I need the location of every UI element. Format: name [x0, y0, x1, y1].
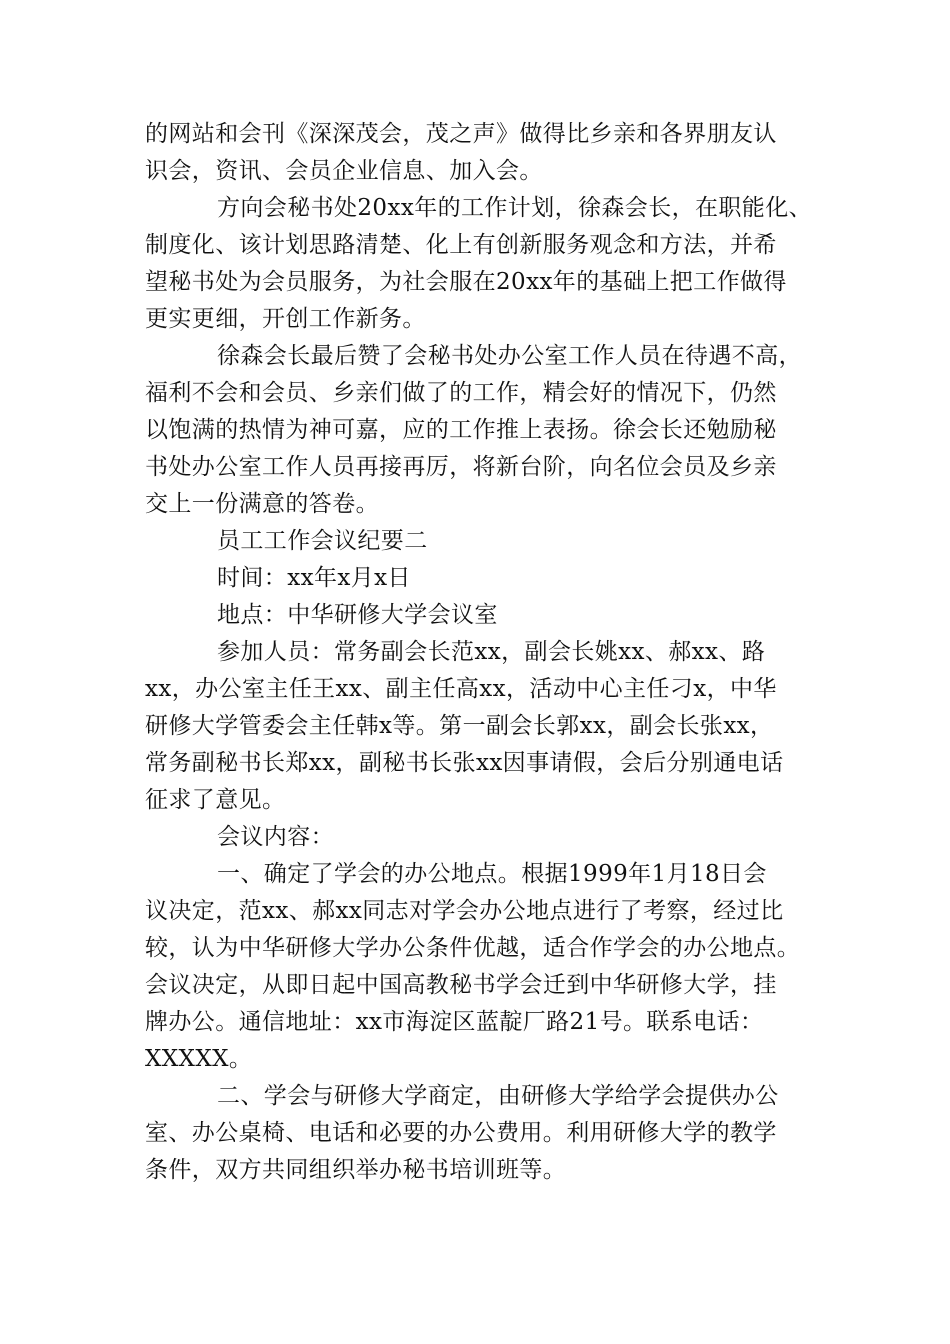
text-line: 征求了意见。 [145, 787, 286, 813]
paragraph [145, 1078, 815, 1189]
text-line: 书处办公室工作人员再接再厉，将新台阶，向名位会员及乡亲 [145, 454, 777, 480]
text-line: 更实更细，开创工作新务。 [145, 306, 426, 332]
text-line: 方向会秘书处20xx年的工作计划，徐森会长，在职能化、 [217, 195, 813, 221]
text-line: 一、确定了学会的办公地点。根据1999年1月18日会 [217, 861, 767, 887]
document-body [145, 116, 815, 1189]
text-line: 条件，双方共同组织举办秘书培训班等。 [145, 1157, 567, 1183]
text-line: 制度化、该计划思路清楚、化上有创新服务观念和方法，并希 [145, 232, 777, 258]
text-line: 二、学会与研修大学商定，由研修大学给学会提供办公 [217, 1083, 779, 1109]
text-line: 会议内容： [217, 824, 334, 850]
paragraph [145, 190, 815, 338]
paragraph [145, 116, 815, 190]
text-line: XXXXX。 [145, 1046, 253, 1072]
text-line: 徐森会长最后赞了会秘书处办公室工作人员在待遇不高， [217, 343, 802, 369]
paragraph [145, 634, 815, 819]
text-line: 福利不会和会员、乡亲们做了的工作，精会好的情况下，仍然 [145, 380, 777, 406]
text-line: 议决定，范xx、郝xx同志对学会办公地点进行了考察，经过比 [145, 898, 784, 924]
text-line: 室、办公桌椅、电话和必要的办公费用。利用研修大学的教学 [145, 1120, 777, 1146]
text-line: 以饱满的热情为神可嘉，应的工作推上表扬。徐会长还勉励秘 [145, 417, 777, 443]
text-line: 较，认为中华研修大学办公条件优越，适合作学会的办公地点。 [145, 935, 801, 961]
text-line: 牌办公。通信地址：xx市海淀区蓝靛厂路21号。联系电话： [145, 1009, 764, 1035]
paragraph [145, 819, 815, 856]
text-line: 地点：中华研修大学会议室 [217, 602, 498, 628]
text-line: 交上一份满意的答卷。 [145, 491, 379, 517]
text-line: 识会，资讯、会员企业信息、加入会。 [145, 158, 543, 184]
paragraph [145, 597, 815, 634]
text-line: 望秘书处为会员服务，为社会服在20xx年的基础上把工作做得 [145, 269, 787, 295]
paragraph [145, 338, 815, 523]
text-line: 的网站和会刊《深深茂会，茂之声》做得比乡亲和各界朋友认 [145, 121, 777, 147]
paragraph [145, 560, 815, 597]
paragraph [145, 856, 815, 1078]
text-line: 时间：xx年x月x日 [217, 565, 411, 591]
paragraph [145, 523, 815, 560]
text-line: 员工工作会议纪要二 [217, 528, 428, 554]
text-line: 常务副秘书长郑xx，副秘书长张xx因事请假，会后分别通电话 [145, 750, 784, 776]
text-line: 会议决定，从即日起中国高教秘书学会迁到中华研修大学，挂 [145, 972, 777, 998]
text-line: xx，办公室主任王xx、副主任高xx，活动中心主任刁x，中华 [145, 676, 777, 702]
text-line: 研修大学管委会主任韩x等。第一副会长郭xx，副会长张xx， [145, 713, 774, 739]
text-line: 参加人员：常务副会长范xx，副会长姚xx、郝xx、路 [217, 639, 766, 665]
